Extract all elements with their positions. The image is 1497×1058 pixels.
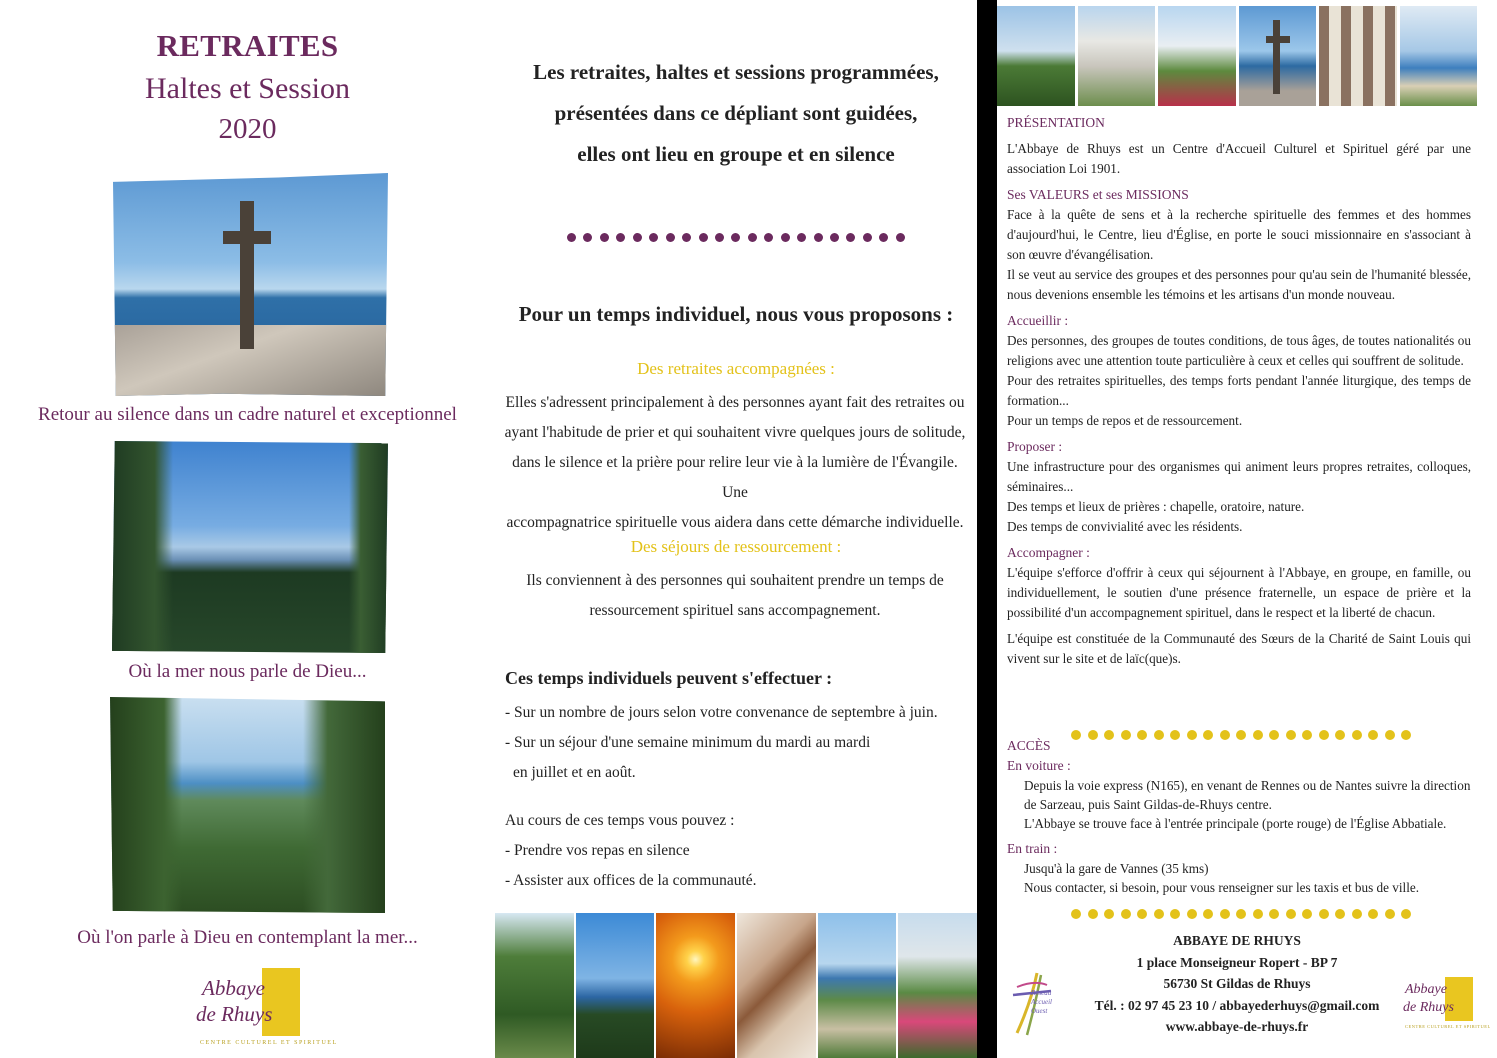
- dot: [731, 233, 740, 242]
- dot: [748, 233, 757, 242]
- values-text: Face à la quête de sens et à la recherche spirituelle des femmes et des hommes d'aujourd'hui, le Centre, lieu d'Église, en porte le souci missionnaire en s'associant à son œuvre d'évangélisation.: [1007, 207, 1471, 262]
- middle-panel: [495, 0, 977, 1058]
- dot: [1319, 909, 1329, 919]
- photo-building: [1078, 6, 1156, 106]
- photo-meadow-sea: [110, 697, 385, 913]
- network-logo-text: Réseau: [1031, 989, 1052, 997]
- dot: [567, 233, 576, 242]
- dot: [846, 233, 855, 242]
- retreat-text: [501, 388, 969, 538]
- caption-silence: Retour au silence dans un cadre naturel et exceptionnel: [38, 404, 457, 425]
- welcome-text: Pour un temps de repos et de ressourcement.: [1007, 413, 1243, 428]
- photo-sculpture: [737, 913, 816, 1058]
- photo-shore: [1400, 6, 1478, 106]
- retreat-line: ayant l'habitude de prier et qui souhaitent vivre quelques jours de solitude,: [504, 424, 966, 441]
- dot: [1220, 909, 1230, 919]
- stay-text: [501, 566, 969, 626]
- dot: [649, 233, 658, 242]
- car-text: de Sarzeau, puis Saint Gildas-de-Rhuys centre.: [1024, 797, 1272, 812]
- abbaye-logo-small: [1403, 975, 1491, 1035]
- stay-heading: Des séjours de ressourcement :: [630, 537, 842, 556]
- values-text: Il se veut au service des groupes et des personnes pour qu'au sein de l'humanité blessée, nous devenions ensemble les témoins et les artisans d'un monde nouveau.: [1007, 267, 1471, 302]
- dot: [1335, 909, 1345, 919]
- dot: [616, 233, 625, 242]
- when-item: - Sur un séjour d'une semaine minimum du mardi au mardi: [505, 734, 871, 751]
- when-item: en juillet et en août.: [513, 764, 636, 781]
- when-list: [505, 698, 965, 788]
- train-text: Nous contacter, si besoin, pour vous renseigner sur les taxis et bus de ville.: [1024, 880, 1420, 895]
- address-street: 1 place Monseigneur Ropert - BP 7: [1136, 954, 1338, 970]
- when-heading: Ces temps individuels peuvent s'effectuer :: [505, 668, 833, 688]
- photo-cross: [1239, 6, 1317, 106]
- left-panel: [0, 0, 495, 1058]
- dot: [1121, 909, 1131, 919]
- car-text: Depuis la voie express (N165), en venant de Rennes ou de Nantes suivre la direction: [1024, 778, 1471, 793]
- dot: [1401, 909, 1411, 919]
- intro-line-3: elles ont lieu en groupe et en silence: [577, 142, 895, 166]
- logo-text-abbaye: Abbaye: [1405, 982, 1447, 997]
- network-logo-text: Ouest: [1031, 1007, 1048, 1015]
- presentation-text: L'Abbaye de Rhuys est un Centre d'Accueil Culturel et Spirituel géré par une association Loi 1901.: [1007, 141, 1471, 176]
- photo-cloister: [1319, 6, 1397, 106]
- presentation-section: [1007, 113, 1471, 669]
- intro-line-2: présentées dans ce dépliant sont guidées,: [554, 101, 918, 125]
- access-section: [1007, 736, 1482, 897]
- welcome-text: Des personnes, des groupes de toutes conditions, de tous âges, de toutes nationalités ou religions avec une attention toute particulière à ceux et celles qui souffrent de solitude.: [1007, 333, 1471, 368]
- dot: [1302, 909, 1312, 919]
- dot: [1253, 909, 1263, 919]
- title-retraites: RETRAITES: [156, 28, 339, 63]
- dot: [699, 233, 708, 242]
- photo-strip-bottom: [495, 913, 977, 1058]
- dot: [896, 233, 905, 242]
- dot: [666, 233, 675, 242]
- train-text: Jusqu'à la gare de Vannes (35 kms): [1024, 861, 1209, 876]
- network-logo-text: Accueil: [1031, 998, 1052, 1006]
- photo-strip-top: [997, 6, 1477, 106]
- offer-text: Des temps de convivialité avec les résidents.: [1007, 519, 1243, 534]
- during-item: Au cours de ces temps vous pouvez :: [505, 812, 735, 829]
- logo-subtitle: CENTRE CULTUREL ET SPIRITUEL: [1405, 1024, 1491, 1029]
- dot: [797, 233, 806, 242]
- network-logo: [1007, 965, 1069, 1039]
- logo-text-rhuys: de Rhuys: [196, 1002, 273, 1026]
- dot: [1088, 909, 1098, 919]
- dot: [1170, 909, 1180, 919]
- address-contact: Tél. : 02 97 45 23 10 / abbayederhuys@gmail.com: [1094, 997, 1380, 1013]
- dot-divider: [1071, 909, 1411, 919]
- accompany-heading: Accompagner :: [1007, 545, 1090, 560]
- photo-coast-path: [818, 913, 897, 1058]
- train-heading: En train :: [1007, 841, 1058, 856]
- caption-speak-to-god: Où l'on parle à Dieu en contemplant la mer...: [77, 927, 418, 948]
- offer-text: Une infrastructure pour des organismes qui animent leurs propres retraites, colloques, séminaires...: [1007, 459, 1471, 494]
- retreat-line: accompagnatrice spirituelle vous aidera dans cette démarche individuelle.: [506, 514, 964, 531]
- dot: [1352, 909, 1362, 919]
- panel-divider: [977, 0, 997, 1058]
- offer-text: Des temps et lieux de prières : chapelle, oratoire, nature.: [1007, 499, 1305, 514]
- dot: [715, 233, 724, 242]
- intro-line-1: Les retraites, haltes et sessions programmées,: [533, 60, 939, 84]
- dot: [1368, 909, 1378, 919]
- proposal-heading: Pour un temps individuel, nous vous proposons :: [518, 302, 954, 326]
- photo-cypress: [997, 6, 1075, 106]
- title-haltes-session: Haltes et Session: [145, 72, 350, 105]
- dot-divider: [567, 233, 905, 242]
- dot: [781, 233, 790, 242]
- welcome-text: Pour des retraites spirituelles, des temps forts pendant l'année liturgique, des temps de formation...: [1007, 373, 1471, 408]
- photo-lighthouse: [1158, 6, 1236, 106]
- accompany-text: L'équipe s'efforce d'offrir à ceux qui séjournent à l'Abbaye, en groupe, en famille, ou individuellement, le soutien d'une présence fraternelle, un espace de prière et la possibilité d'un accompagnement spirituel, dans le respect et la liberté de chacun.: [1007, 565, 1471, 620]
- welcome-heading: Accueillir :: [1007, 313, 1069, 328]
- dot: [1385, 909, 1395, 919]
- photo-cross-sea: [113, 173, 388, 396]
- photo-sea-trees: [112, 441, 388, 653]
- dot: [1137, 909, 1147, 919]
- photo-sunset: [656, 913, 735, 1058]
- dot: [1236, 909, 1246, 919]
- stay-line: Ils conviennent à des personnes qui souhaitent prendre un temps de: [526, 572, 944, 589]
- during-item: - Prendre vos repas en silence: [505, 842, 690, 859]
- dot: [583, 233, 592, 242]
- presentation-heading: PRÉSENTATION: [1007, 115, 1105, 130]
- caption-sea-speaks: Où la mer nous parle de Dieu...: [128, 661, 367, 682]
- retreat-line: dans le silence et la prière pour relire leur vie à la lumière de l'Évangile. Une: [512, 454, 958, 501]
- dot: [830, 233, 839, 242]
- dot: [1071, 909, 1081, 919]
- logo-text-abbaye: Abbaye: [202, 976, 265, 1000]
- address-name: ABBAYE DE RHUYS: [1173, 933, 1301, 948]
- logo-text-rhuys: de Rhuys: [1403, 1000, 1454, 1015]
- car-text: L'Abbaye se trouve face à l'entrée principale (porte rouge) de l'Église Abbatiale.: [1024, 816, 1447, 831]
- dot: [764, 233, 773, 242]
- retreat-heading: Des retraites accompagnées :: [637, 359, 835, 378]
- dot: [1203, 909, 1213, 919]
- access-heading: ACCÈS: [1007, 738, 1051, 753]
- dot: [1286, 909, 1296, 919]
- dot: [1154, 909, 1164, 919]
- right-panel: [997, 0, 1497, 1058]
- values-heading: Ses VALEURS et ses MISSIONS: [1007, 187, 1189, 202]
- dot: [600, 233, 609, 242]
- during-list: [505, 806, 965, 896]
- address-city: 56730 St Gildas de Rhuys: [1163, 976, 1311, 991]
- when-item: - Sur un nombre de jours selon votre convenance de septembre à juin.: [505, 704, 938, 721]
- dot: [1104, 909, 1114, 919]
- intro-text: [495, 52, 977, 175]
- dot: [633, 233, 642, 242]
- dot: [682, 233, 691, 242]
- photo-flowers: [898, 913, 977, 1058]
- photo-bay: [576, 913, 655, 1058]
- car-heading: En voiture :: [1007, 758, 1071, 773]
- accompany-text: L'équipe est constituée de la Communauté des Sœurs de la Charité de Saint Louis qui vivent sur le site et de laïc(que)s.: [1007, 631, 1471, 666]
- dot: [1269, 909, 1279, 919]
- offer-heading: Proposer :: [1007, 439, 1063, 454]
- title-year: 2020: [218, 113, 277, 145]
- dot: [863, 233, 872, 242]
- dot: [814, 233, 823, 242]
- retreat-line: Elles s'adressent principalement à des personnes ayant fait des retraites ou: [505, 394, 965, 411]
- abbaye-logo: [196, 966, 338, 1050]
- during-item: - Assister aux offices de la communauté.: [505, 872, 757, 889]
- stay-line: ressourcement spirituel sans accompagnement.: [589, 602, 881, 619]
- dot: [879, 233, 888, 242]
- logo-subtitle: CENTRE CULTUREL ET SPIRITUEL: [200, 1040, 338, 1046]
- photo-garden: [495, 913, 574, 1058]
- address-website: www.abbaye-de-rhuys.fr: [1165, 1019, 1309, 1034]
- dot: [1187, 909, 1197, 919]
